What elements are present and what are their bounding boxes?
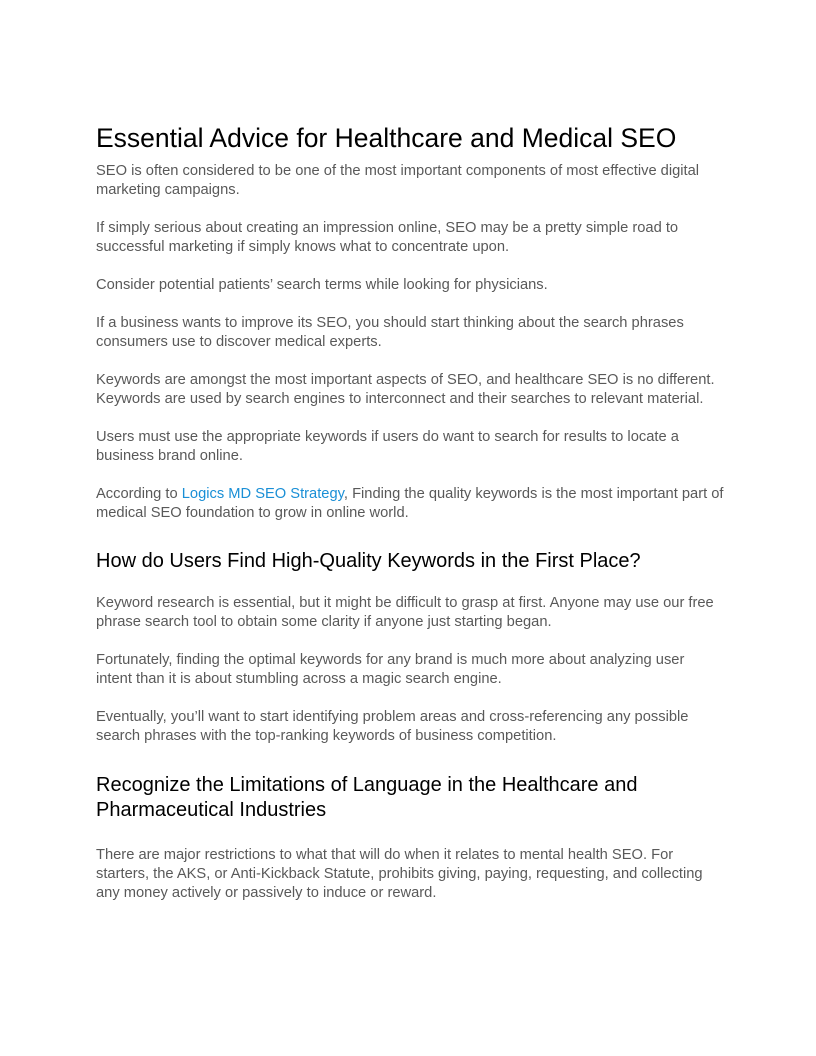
section-heading-keywords: How do Users Find High-Quality Keywords in the First Place?: [96, 550, 641, 572]
paragraph: SEO is often considered to be one of the most important components of most effective digital marketing campaigns.: [96, 163, 700, 198]
document-page: [96, 122, 724, 903]
section-heading-limitations: Recognize the Limitations of Language in the Healthcare and Pharmaceutical Industries: [96, 774, 638, 821]
paragraph: If a business wants to improve its SEO, you should start thinking about the search phrases consumers use to discover medical experts.: [96, 315, 684, 350]
page-title: Essential Advice for Healthcare and Medical SEO: [96, 123, 677, 153]
paragraph: Users must use the appropriate keywords if users do want to search for results to locate a business brand online.: [96, 429, 679, 464]
paragraph: Keywords are amongst the most important aspects of SEO, and healthcare SEO is no different. Keywords are used by search engines to interconnect and their searches to relevant material.: [96, 372, 715, 407]
paragraph: There are major restrictions to what that will do when it relates to mental health SEO. For starters, the AKS, or Anti-Kickback Statute, prohibits giving, paying, requesting, and collecting any money actively or passively to induce or reward.: [96, 847, 703, 901]
paragraph: Eventually, you’ll want to start identifying problem areas and cross-referencing any possible search phrases with the top-ranking keywords of business competition.: [96, 709, 689, 744]
according-prefix: According to: [96, 486, 182, 502]
according-suffix: , Finding the quality keywords is the most important part of medical SEO foundation to grow in online world.: [96, 486, 724, 521]
according-paragraph: [96, 485, 724, 523]
logics-md-seo-strategy-link[interactable]: Logics MD SEO Strategy: [181, 486, 344, 502]
paragraph: Consider potential patients’ search terms while looking for physicians.: [96, 277, 548, 293]
paragraph: If simply serious about creating an impression online, SEO may be a pretty simple road to successful marketing if simply knows what to concentrate upon.: [96, 220, 679, 255]
paragraph: Fortunately, finding the optimal keywords for any brand is much more about analyzing user intent than it is about stumbling across a magic search engine.: [96, 652, 685, 687]
paragraph: Keyword research is essential, but it might be difficult to grasp at first. Anyone may use our free phrase search tool to obtain some clarity if anyone just starting began.: [96, 595, 714, 630]
